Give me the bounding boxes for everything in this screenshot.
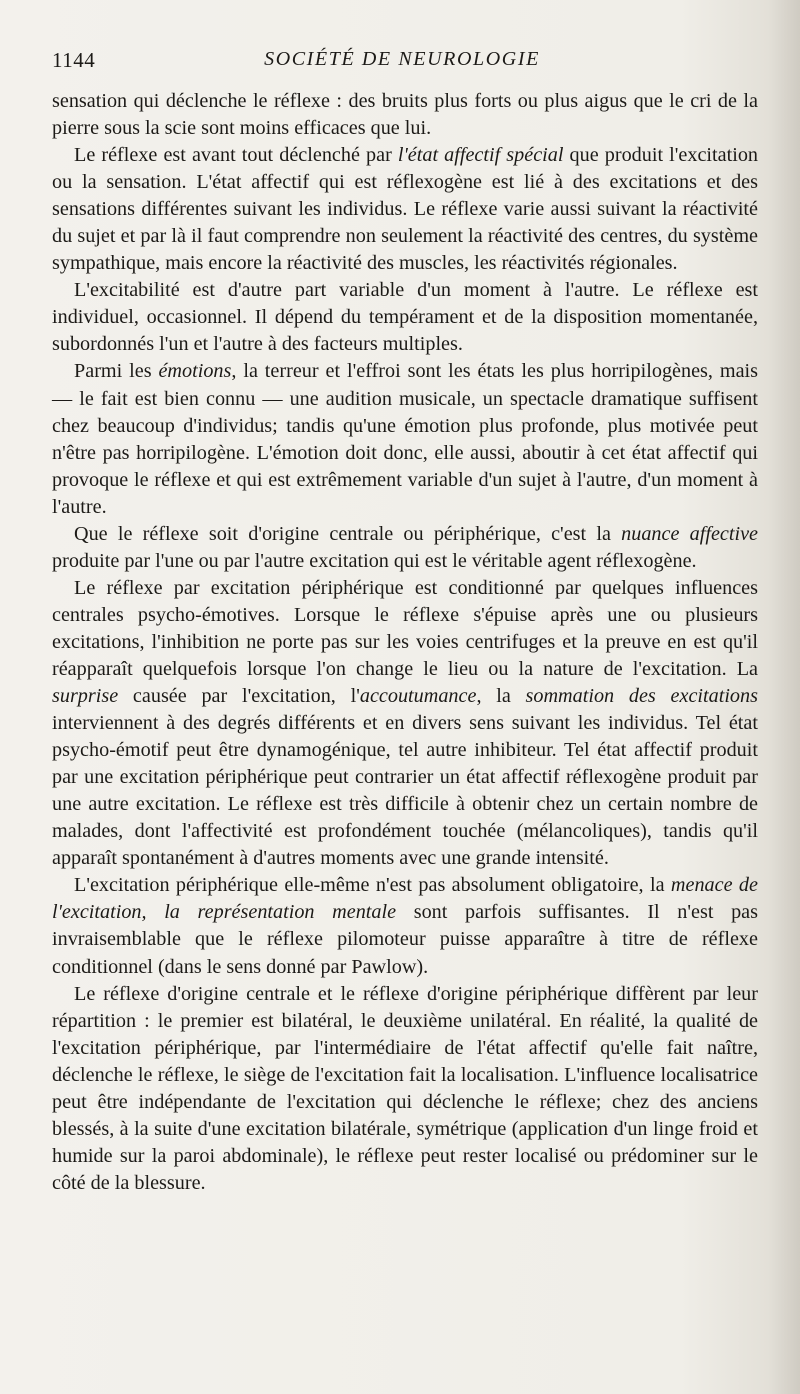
text-run: Le réflexe par excitation périphérique est conditionné par quelques influences centrales psycho-émotives. Lorsque le réflexe s'épuise après une ou plusieurs excitations, l'inhibition ne porte pas sur les voies centrifuges et la preuve en est qu'il réapparaît quelquefois lorsque l'on change le lieu ou la nature de l'excitation. La <box>52 576 758 680</box>
text-run: Le réflexe d'origine centrale et le réflexe d'origine périphérique diffèrent par leur répartition : le premier est bilatéral, le deuxième unilatéral. En réalité, la qualité de l'excitation périphérique, par l'intermédiaire de l'état affectif qu'elle fait naître, déclenche le réflexe, le siège de l'excitation fait la localisation. L'influence localisatrice peut être indépendante de l'excitation qui déclenche le réflexe; chez des anciens blessés, à la suite d'une excitation bilatérale, symétrique (application d'un linge froid et humide sur la paroi abdominale), le réflexe peut rester localisé ou prédominer sur le côté de la blessure. <box>52 982 758 1194</box>
paragraph <box>52 981 758 1197</box>
text-run: Parmi les <box>74 360 159 383</box>
italic-text: l'état affectif spécial <box>397 144 564 167</box>
italic-text: nuance affective <box>621 522 758 545</box>
text-run: , la <box>476 685 526 708</box>
italic-text: surprise <box>52 685 119 708</box>
text-run: Que le réflexe soit d'origine centrale ou périphérique, c'est la <box>74 522 622 545</box>
italic-text: menace de l'excitation, la représentation mentale <box>52 874 758 924</box>
running-title: SOCIÉTÉ DE NEUROLOGIE <box>264 48 540 70</box>
text-run: causée par l'excitation, l' <box>118 685 360 708</box>
body-text <box>52 88 758 1197</box>
paragraph <box>52 358 758 520</box>
text-run: produite par l'une ou par l'autre excitation qui est le véritable agent réflexogène. <box>52 549 697 572</box>
paragraph <box>52 142 758 277</box>
text-run: L'excitabilité est d'autre part variable d'un moment à l'autre. Le réflexe est individuel, occasionnel. Il dépend du tempérament et de la disposition momentanée, subordonnés l'un et l'autre à des facteurs multiples. <box>52 279 758 356</box>
text-run: que produit l'excitation ou la sensation. L'état affectif qui est réflexogène est lié à des excitations et des sensations différentes suivant les individus. Le réflexe varie aussi suivant la réactivité du sujet et par là il faut comprendre non seulement la réactivité des centres, du système sympathique, mais encore la réactivité des muscles, les réactivités régionales. <box>52 144 759 275</box>
text-run: , la terreur et l'effroi sont les états les plus horripilogènes, mais — le fait est bien connu — une audition musicale, un spectacle dramatique suffisent chez beaucoup d'individus; tandis qu'une émotion plus profonde, plus motivée peut n'être pas horripilogène. L'émotion doit donc, elle aussi, aboutir à cet état affectif qui provoque le réflexe et qui est extrêmement variable d'un sujet à l'autre, d'un moment à l'autre. <box>52 360 758 518</box>
paragraph <box>52 872 758 980</box>
page-number: 1144 <box>52 48 96 72</box>
text-run: sont parfois suffisantes. Il n'est pas invraisemblable que le réflexe pilomoteur puisse apparaître à titre de réflexe conditionnel (dans le sens donné par Pawlow). <box>52 901 758 978</box>
italic-text: émotions <box>158 360 232 383</box>
paragraph <box>52 521 758 575</box>
text-run: sensation qui déclenche le réflexe : des bruits plus forts ou plus aigus que le cri de la pierre sous la scie sont moins efficaces que lui. <box>52 90 758 140</box>
paragraph <box>52 575 758 873</box>
paragraph <box>52 88 758 142</box>
text-run: interviennent à des degrés différents et en divers sens suivant les individus. Tel état psycho-émotif peut être dynamogénique, tel autre inhibiteur. Tel état affectif produit par une excitation périphérique peut contrarier un état affectif réflexogène produit par une autre excitation. Le réflexe est très difficile à obtenir chez un certain nombre de malades, dont l'affectivité est profondément touchée (mélancoliques), tandis qu'il apparaît spontanément à d'autres moments avec une grande intensité. <box>52 712 758 870</box>
italic-text: accoutumance <box>359 685 477 708</box>
italic-text: sommation des excitations <box>525 685 758 708</box>
page-header <box>52 48 752 80</box>
paragraph <box>52 277 758 358</box>
text-run: L'excitation périphérique elle-même n'est pas absolument obligatoire, la <box>74 874 671 897</box>
text-run: Le réflexe est avant tout déclenché par <box>74 144 398 167</box>
